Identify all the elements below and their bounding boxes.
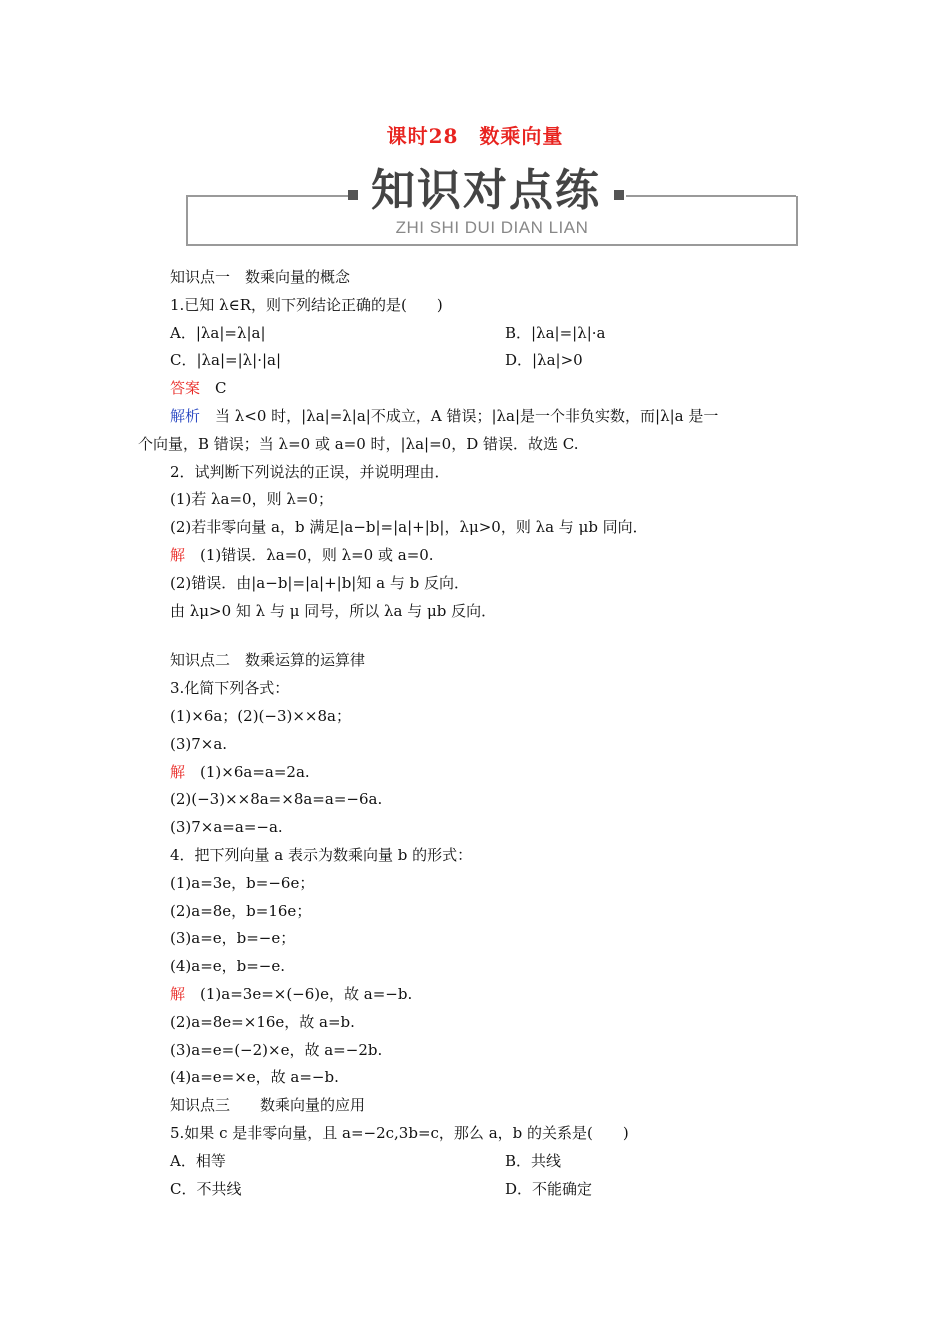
line-text: (3)a=e，b=−e；: [170, 929, 296, 948]
banner-rule-left: [186, 195, 348, 197]
text-line: [138, 459, 828, 487]
line-text: (2)错误．由|a−b|=|a|+|b|知 a 与 b 反向．: [170, 573, 469, 592]
line-text: 3.化简下列各式：: [170, 679, 290, 698]
text-line: [138, 292, 828, 320]
answer-label: 解: [170, 545, 186, 564]
answer-label: 答案: [170, 379, 201, 398]
line-text: 个向量，B 错误；当 λ=0 或 a=0 时，|λa|=0，D 错误．故选 C.: [138, 434, 579, 453]
option-text: C．不共线: [170, 1179, 242, 1198]
option-row: [138, 1176, 828, 1204]
line-text: 2．试判断下列说法的正误，并说明理由．: [170, 462, 450, 481]
text-line: [138, 925, 828, 953]
line-text: (2)若非零向量 a，b 满足|a−b|=|a|+|b|，λμ>0，则 λa 与 μb 同向．: [170, 518, 648, 537]
section-banner: [186, 162, 798, 248]
banner-square-left: [348, 190, 358, 200]
banner-rule-right: [626, 195, 796, 197]
text-line: [138, 486, 828, 514]
line-text: (2)(−3)××8a=×8a=a=−6a.: [170, 790, 383, 809]
text-line: [138, 842, 828, 870]
line-text: 知识点三 数乘向量的应用: [170, 1096, 366, 1115]
text-line: [138, 814, 828, 842]
line-text: 由 λμ>0 知 λ 与 μ 同号，所以 λa 与 μb 反向．: [170, 601, 497, 620]
text-line: [138, 786, 828, 814]
text-line: [138, 431, 828, 459]
line-text: 知识点一 数乘向量的概念: [170, 268, 351, 286]
text-line: [138, 598, 828, 626]
text-line: [138, 1009, 828, 1037]
line-text: (1)若 λa=0，则 λ=0；: [170, 490, 333, 509]
lesson-title: 课时28 数乘向量: [386, 124, 564, 148]
text-line: [138, 898, 828, 926]
line-text: (3)7×a.: [170, 734, 228, 753]
spacer: [138, 625, 828, 647]
text-line: [138, 264, 828, 292]
text-line: [138, 953, 828, 981]
option-text: D．不能确定: [505, 1179, 593, 1198]
line-text: (1)a=3e=×(−6)e，故 a=−b.: [185, 984, 413, 1003]
text-line: [138, 981, 828, 1009]
answer-label: 解析: [170, 406, 201, 425]
exercise-content: [138, 264, 828, 1203]
line-text: (1)×6a=a=2a.: [185, 762, 310, 781]
text-line: [138, 570, 828, 598]
line-text: (4)a=e=×e，故 a=−b.: [170, 1068, 339, 1087]
option-row: [138, 347, 828, 375]
text-line: [138, 403, 828, 431]
option-text: D．|λa|>0: [505, 351, 583, 370]
option-row: [138, 1148, 828, 1176]
text-line: [138, 731, 828, 759]
line-text: 4．把下列向量 a 表示为数乘向量 b 的形式：: [170, 845, 473, 864]
line-text: 知识点二 数乘运算的运算律: [170, 651, 366, 670]
line-text: (2)a=8e=×16e，故 a=b.: [170, 1012, 355, 1031]
answer-label: 解: [170, 762, 186, 781]
text-line: [138, 1120, 828, 1148]
text-line: [138, 870, 828, 898]
text-line: [138, 759, 828, 787]
banner-pinyin: ZHI SHI DUI DIAN LIAN: [395, 218, 589, 237]
option-text: C．|λa|=|λ|·|a|: [170, 351, 282, 370]
text-line: [138, 1092, 828, 1120]
option-text: B．共线: [505, 1151, 562, 1170]
text-line: [138, 647, 828, 675]
line-text: (3)a=e=(−2)×e，故 a=−2b.: [170, 1040, 383, 1059]
banner-heading: 知识对点练: [371, 165, 601, 216]
line-text: (4)a=e，b=−e.: [170, 957, 286, 976]
text-line: [138, 375, 828, 403]
line-text: (1)a=3e，b=−6e；: [170, 873, 315, 892]
line-text: 5.如果 c 是非零向量，且 a=−2c,3b=c，那么 a，b 的关系是( ): [170, 1123, 629, 1142]
line-text: (3)7×a=a=−a.: [170, 818, 283, 837]
option-text: B．|λa|=|λ|·a: [505, 323, 606, 342]
text-line: [138, 703, 828, 731]
line-text: (1)错误．λa=0，则 λ=0 或 a=0.: [185, 545, 434, 564]
text-line: [138, 1064, 828, 1092]
option-text: A．相等: [170, 1151, 226, 1170]
line-text: C: [200, 379, 227, 398]
line-text: (1)×6a；(2)(−3)××8a；: [170, 706, 351, 725]
line-text: 1.已知 λ∈R，则下列结论正确的是( ): [170, 295, 443, 314]
option-text: A．|λa|=λ|a|: [170, 323, 266, 342]
text-line: [138, 1037, 828, 1065]
text-line: [138, 675, 828, 703]
line-text: 当 λ<0 时，|λa|=λ|a|不成立，A 错误；|λa|是一个非负实数，而|λ|a 是一: [200, 406, 719, 425]
text-line: [138, 514, 828, 542]
text-line: [138, 542, 828, 570]
line-text: (2)a=8e，b=16e；: [170, 901, 312, 920]
option-row: [138, 320, 828, 348]
banner-square-right: [614, 190, 624, 200]
answer-label: 解: [170, 984, 186, 1003]
